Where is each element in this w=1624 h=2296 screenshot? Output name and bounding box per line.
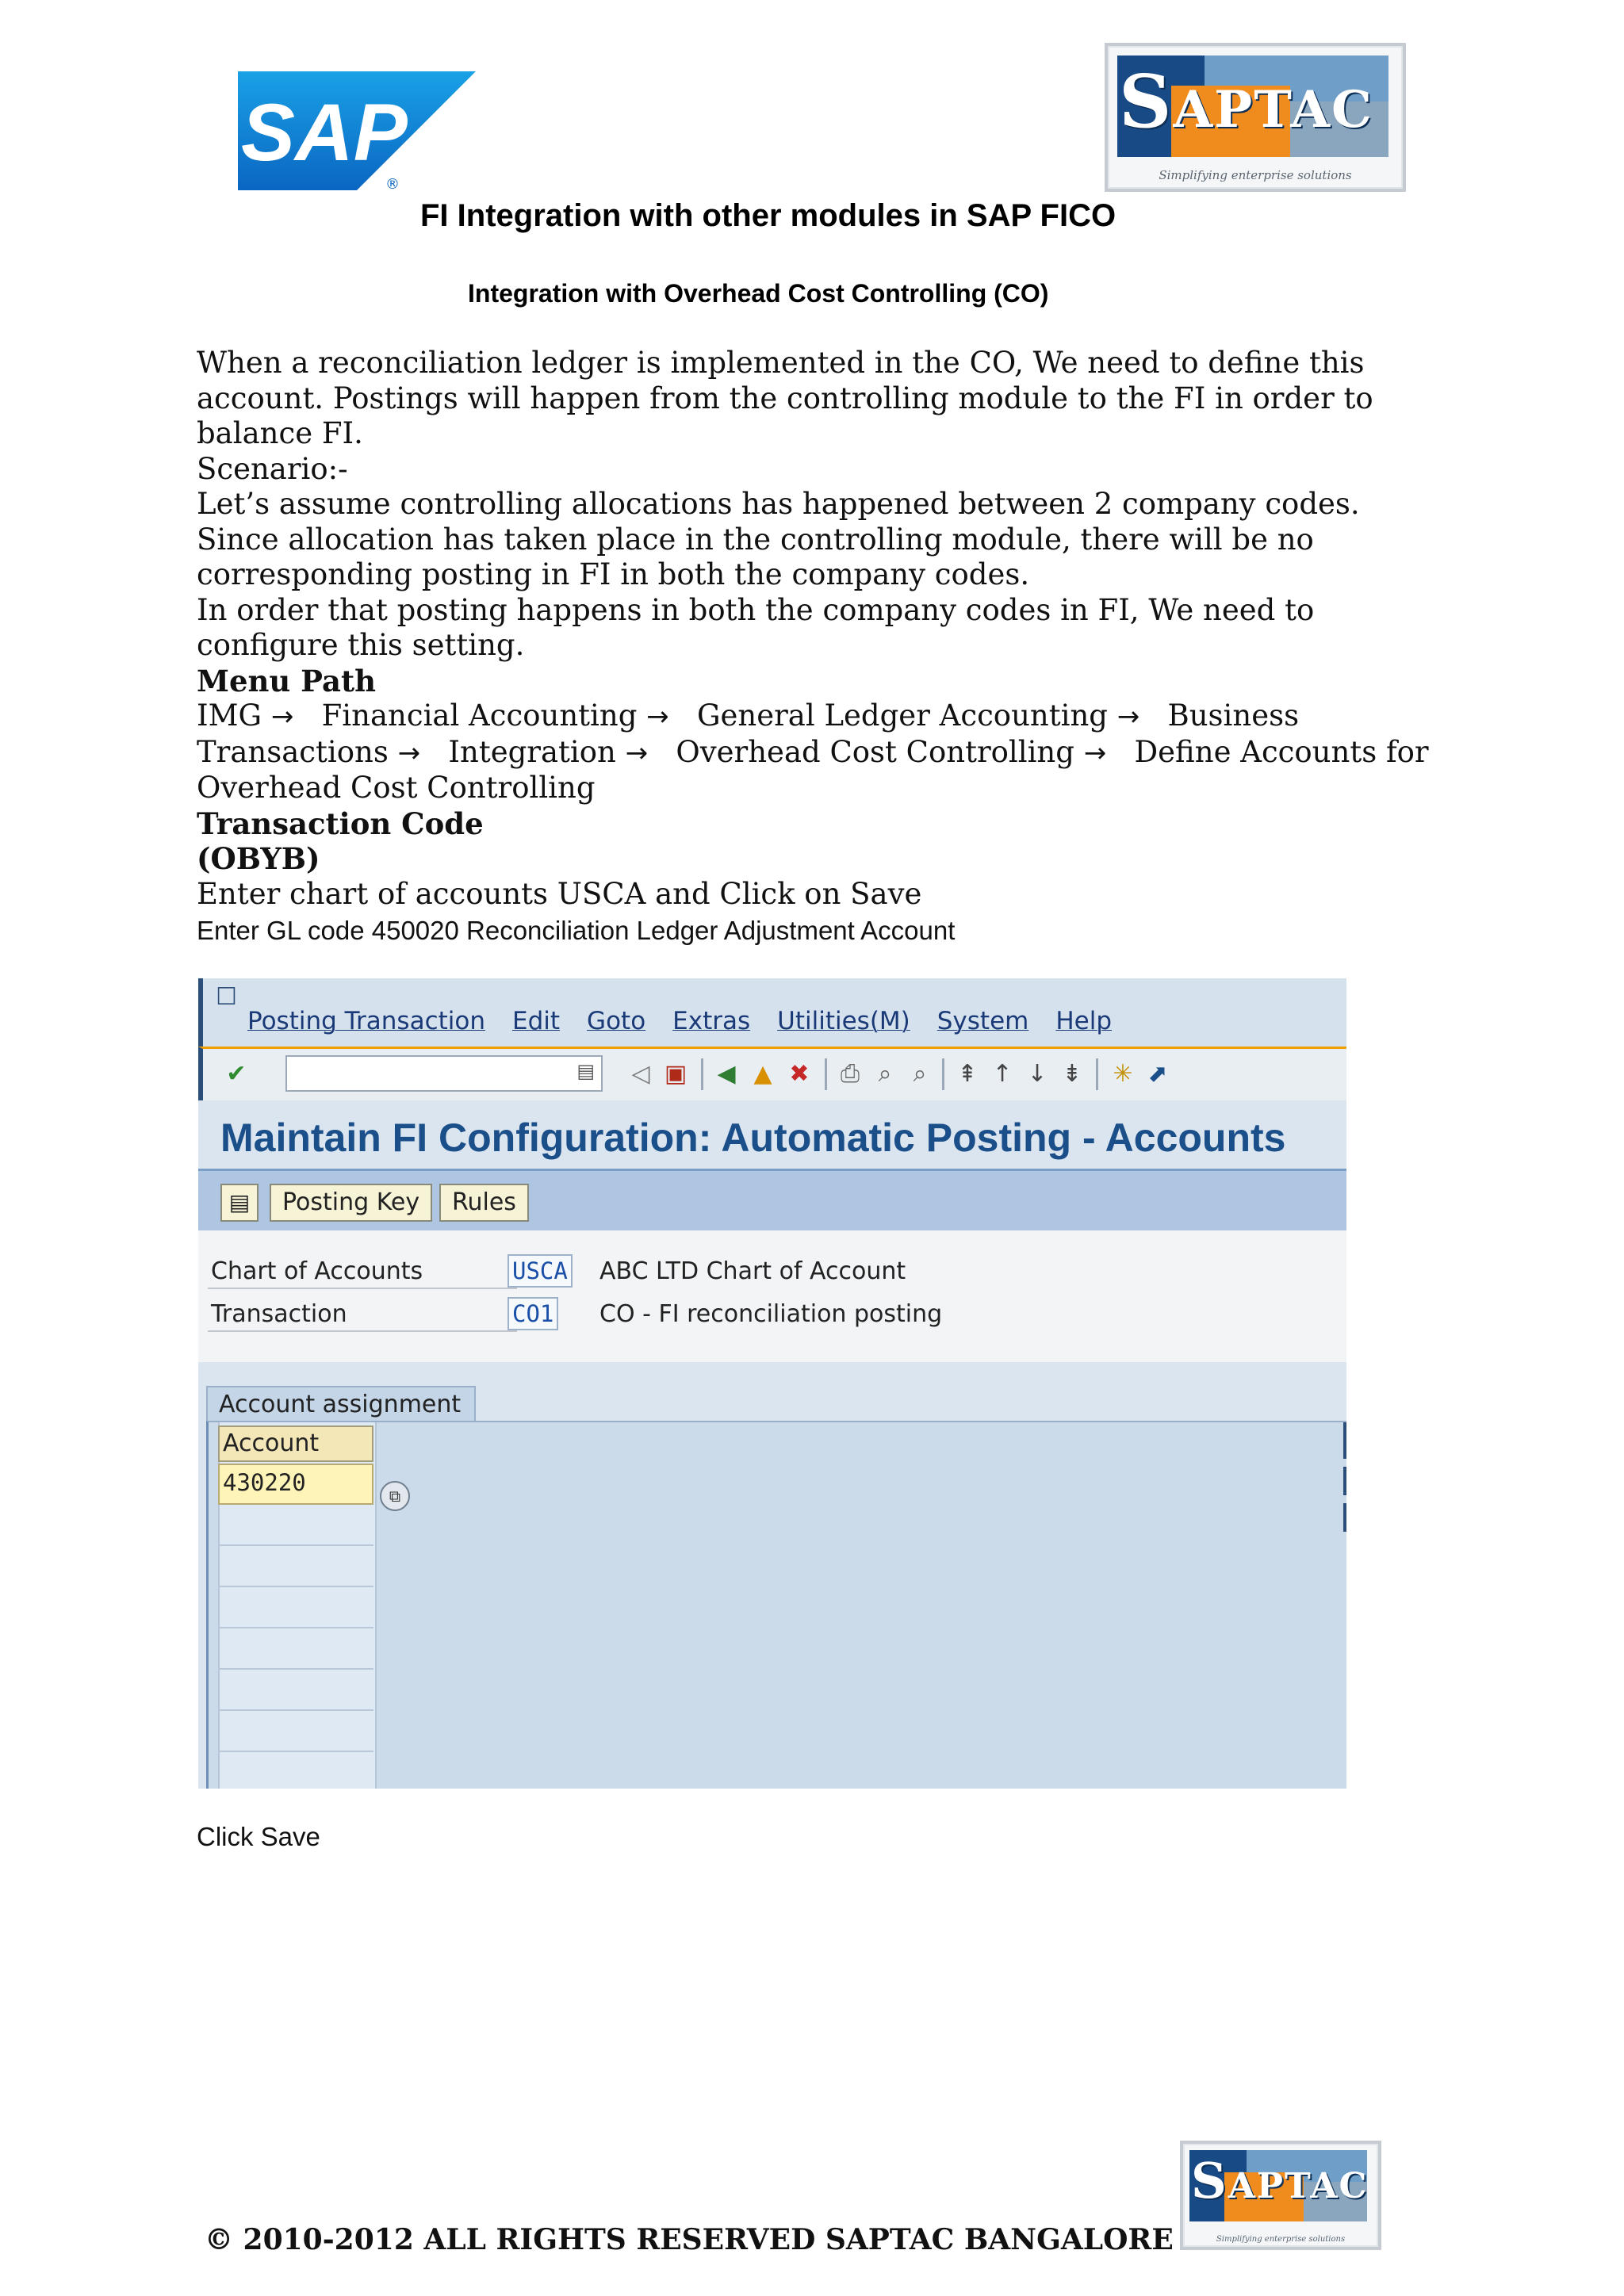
value-help-icon[interactable]: ⧉ [380,1481,410,1511]
back-arrow-icon[interactable]: ◁ [631,1059,650,1088]
next-page-icon[interactable]: ↓ [1027,1059,1048,1088]
back-icon[interactable]: ◀ [717,1059,736,1088]
menu-edit[interactable]: Edit [512,1007,561,1035]
menu-extras[interactable]: Extras [672,1007,751,1035]
menu-posting-transaction[interactable]: Posting Transaction [247,1007,485,1035]
command-field[interactable] [285,1055,603,1092]
transaction-code: (OBYB) [197,841,320,876]
enter-icon[interactable]: ✔ [226,1059,247,1088]
table-row[interactable] [218,1711,373,1752]
step-gl-code: Enter GL code 450020 Reconciliation Ledger Adjustment Account [197,916,956,945]
transaction-field[interactable]: CO1 [508,1297,558,1330]
saptac-logo-footer: SAPTAC Simplifying enterprise solutions [1180,2141,1381,2250]
transaction-code-label: Transaction Code [197,806,484,841]
command-history-icon[interactable]: ▤ [576,1060,595,1082]
saptac-tagline: Simplifying enterprise solutions [1159,168,1352,182]
first-page-icon[interactable]: ⇞ [957,1059,978,1088]
arrow-icon: → [397,737,421,769]
menu-path-step: General Ledger Accounting [696,698,1108,733]
cancel-icon[interactable]: ✖ [789,1059,810,1088]
account-assignment-table [206,1421,1346,1789]
transaction-description: CO - FI reconciliation posting [599,1300,943,1328]
tab-account-assignment[interactable]: Account assignment [206,1386,476,1422]
copyright-footer: © 2010-2012 ALL RIGHTS RESERVED SAPTAC BANGALORE [205,2223,1174,2256]
svg-text:SAP: SAP [241,87,408,178]
configure-paragraph: In order that posting happens in both the company codes in FI, We need to configure this setting. [197,592,1315,662]
arrow-icon: → [625,737,649,769]
menu-path-step: IMG [197,698,262,733]
saptac-logo: SAPTAC Simplifying enterprise solutions [1105,43,1406,192]
scenario-paragraph: Let’s assume controlling allocations has happened between 2 company codes. Since allocation has taken place in the controlling module, there will be no corresponding posting in FI in both the company codes. [197,487,1360,591]
rules-button[interactable]: Rules [439,1184,529,1222]
previous-page-icon[interactable]: ↑ [992,1059,1013,1088]
menu-help[interactable]: Help [1055,1007,1113,1035]
menu-path-step: Financial Accounting [321,698,638,733]
exit-icon[interactable]: ▲ [753,1059,772,1088]
sap-screenshot [198,978,1346,1789]
body-text [197,346,1434,950]
arrow-icon: → [270,701,294,733]
table-row[interactable] [218,1587,373,1628]
shortcut-icon[interactable]: ⬈ [1147,1059,1168,1088]
menu-path-step: Integration [448,734,616,769]
menu-goto[interactable]: Goto [587,1007,646,1035]
table-scrollbar[interactable] [1343,1422,1346,1459]
header-fields [198,1230,1346,1362]
arrow-icon: → [1116,701,1140,733]
menu-bar [198,978,1346,1047]
arrow-icon: → [646,701,669,733]
menu-path-step: Business Transactions [197,698,1300,769]
sap-logo [238,71,476,190]
application-toolbar [198,1169,1346,1231]
column-header-account[interactable]: Account [218,1425,373,1462]
save-icon[interactable]: ▣ [664,1059,688,1088]
scenario-label: Scenario:- [197,451,348,486]
table-row[interactable] [218,1505,373,1546]
table-row[interactable] [218,1670,373,1711]
other-chart-icon[interactable]: ▤ [220,1184,259,1222]
window-menu-icon[interactable]: ☐ [216,983,237,1011]
table-row[interactable] [218,1628,373,1670]
last-page-icon[interactable]: ⇟ [1062,1059,1082,1088]
menu-system[interactable]: System [936,1007,1029,1035]
menu-utilities[interactable]: Utilities(M) [777,1007,910,1035]
posting-key-button[interactable]: Posting Key [270,1184,432,1222]
step-chart-of-accounts: Enter chart of accounts USCA and Click on Save [197,876,922,911]
screen-title: Maintain FI Configuration: Automatic Posting - Accounts [220,1115,1286,1160]
find-next-icon[interactable]: ⌕ [913,1059,927,1088]
menu-path-step: Overhead Cost Controlling [676,734,1074,769]
table-row[interactable] [218,1752,373,1789]
intro-paragraph: When a reconciliation ledger is implemented in the CO, We need to define this account. Postings will happen from the controlling module to the FI in order to balance FI. [197,346,1373,450]
new-session-icon[interactable]: ✳ [1113,1059,1133,1088]
step-click-save: Click Save [197,1822,320,1851]
chart-of-accounts-field[interactable]: USCA [508,1254,573,1288]
menu-path-label: Menu Path [197,663,376,698]
standard-toolbar [198,1047,1346,1100]
chart-of-accounts-description: ABC LTD Chart of Account [599,1257,906,1285]
table-row[interactable] [218,1546,373,1587]
print-icon[interactable]: ⎙ [841,1059,860,1088]
arrow-icon: → [1083,737,1107,769]
chart-of-accounts-label: Chart of Accounts [211,1257,423,1285]
svg-text:®: ® [385,176,400,190]
menu-path-step: Define Accounts for Overhead Cost Controlling [197,734,1429,805]
page-title: FI Integration with other modules in SAP FICO [420,198,1116,233]
account-input[interactable]: 430220 [218,1464,373,1505]
menu-path [197,698,1434,806]
transaction-label: Transaction [211,1300,347,1328]
page-subtitle: Integration with Overhead Cost Controlling (CO) [468,279,1049,308]
find-icon[interactable]: ⌕ [878,1059,892,1088]
